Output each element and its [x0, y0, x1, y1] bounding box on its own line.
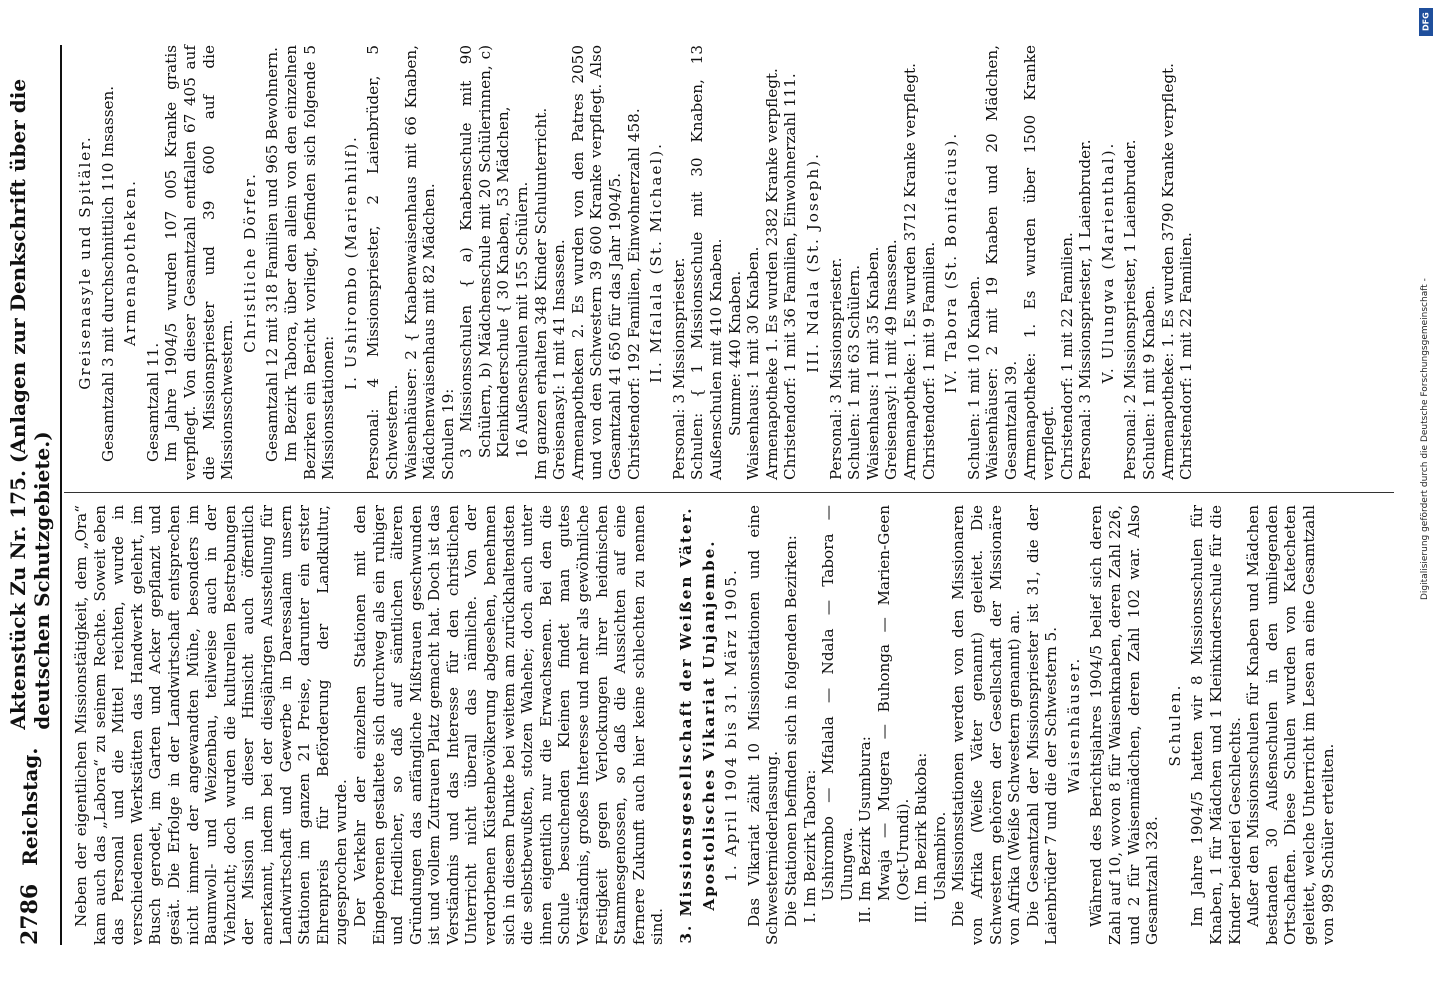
right-column: [72, 45, 1196, 480]
column-divider: [64, 492, 1394, 493]
entry-line: Personal: 3 Missionspriester.: [826, 257, 845, 480]
entry-line: Christendorf: 192 Familien, Einwohnerzahl 458.: [624, 108, 643, 480]
digitization-credit: Digitalisierung gefördert durch die Deutsche Forschungsgemeinschaft -: [1420, 278, 1430, 600]
paragraph: Gesamtzahl 11.: [143, 342, 162, 462]
paragraph: Der Verkehr der einzelnen Stationen mit den Eingeborenen gestaltete sich durchweg als ein ruhiger und friedlicher, so daß auf sämtlichen älteren Gründungen das anfängliche Mißtrauen geschwunden ist und vollem Zutrauen Platz gemacht hat. Doch ist das Verständnis und das Interesse für den christlichen Unterricht nicht überall das nämliche. Von der verdorbenen Küstenbevölkerung abgesehen, benehmen sich in diesem Punkte bei weitem am zurückhaltendsten die selbstbewußten, stolzen Wahehe; doch auch unter ihnen eigentlich nur die Erwachsenen. Bei den die Schule besuchenden Kleinen findet man gutes Verständnis, großes Interesse und mehr als gewöhnliche Festigkeit gegen Verlockungen ihrer heidnischen Stammesgenossen, so daß die Aussichten auf eine fernere Zukunft auch hier keine schlechten zu nennen sind.: [350, 505, 667, 945]
entry-line: Armenapotheke: 1. Es wurden über 1500 Kranke verpflegt.: [1020, 45, 1058, 480]
subsection-heading: V. Ulungwa (Marienthal).: [1098, 141, 1117, 384]
section-subheading: Apostolisches Vikariat Unjanjembe.: [699, 539, 718, 911]
entry-line: Armenapotheke: 1. Es wurden 3790 Kranke verpflegt.: [1158, 63, 1177, 480]
paragraph: Die Missionsstationen werden von den Missionaren von Afrika (Weiße Väter genannt) geleitet. Die Schwestern gehören der Gesellschaft der Missionäre von Afrika (Weiße Schwestern genannt) an.: [949, 505, 1024, 945]
entry-line: 16 Außenschulen mit 155 Schülern.: [513, 181, 532, 458]
entry-line: Schulen: { 1 Missionsschule mit 30 Knaben, 13 Außenschulen mit 410 Knaben.: [688, 45, 725, 480]
entry-line: Waisenhaus: 1 mit 35 Knaben.: [863, 246, 882, 480]
paragraph: Gesamtzahl 3 mit durchschnittlich 110 Insassen.: [98, 85, 117, 462]
section-heading: 3. Missionsgesellschaft der Weißen Väter.: [677, 506, 695, 944]
paragraph: Im Jahre 1904/5 wurden 107 005 Kranke gratis verpflegt. Von dieser Gesamtzahl entfallen 67 405 auf die Missionspriester und 39 600 auf die Missionsschwestern.: [162, 45, 237, 480]
entry-line: Greisenasyl: 1 mit 49 Insassen.: [882, 239, 901, 480]
district-heading: III. Im Bezirk Bukoba:: [912, 752, 931, 923]
entry-line: Summe: 440 Knaben.: [725, 270, 744, 436]
subsection-heading: I. Ushirombo (Marienhilf).: [341, 135, 360, 390]
dfg-logo: DFG: [1419, 8, 1433, 36]
paragraph: Neben der eigentlichen Missionstätigkeit, dem „Ora“ kam auch das „Labora“ zu seinem Rechte. Soweit eben das Personal und die Mittel reichten, wurde in verschiedenen Werkstätten das Handwerk gelehrt, im Busch gerodet, im Garten und Acker gepflanzt und gesät. Die Erfolge in der Landwirtschaft entsprechen nicht immer der angewandten Mühe, besonders im Baumwoll- und Weizenbau, teilweise auch in der Viehzucht; doch wurden die kulturellen Bestrebungen der Mission in dieser Hinsicht auch öffentlich anerkannt, indem bei der diesjährigen Ausstellung für Landwirtschaft und Gewerbe in Daressalam unsern Stationen im ganzen 21 Preise, darunter ein erster Ehrenpreis für Beförderung der Landkultur, zugesprochen wurde.: [72, 505, 351, 945]
section-dates: 1. April 1904 bis 31. März 1905.: [722, 568, 741, 882]
left-column: [72, 505, 1337, 945]
paragraph: Das Vikariat zählt 10 Missionsstationen und eine Schwesterniederlassung.: [744, 505, 782, 945]
document-title: Aktenstück Zu Nr. 175. (Anlagen zur Denkschrift über die deutschen Schutzgebiete.): [6, 78, 54, 730]
district-heading: II. Im Bezirk Usumbura:: [856, 736, 875, 923]
subsection-heading: Waisenhäuser.: [1064, 656, 1083, 794]
entry-line: Personal: 3 Missionspriester, 1 Laienbruder.: [1076, 139, 1095, 480]
entry-line: Waisenhäuser: 2 { Knabenwaisenhaus mit 66 Knaben, Mädchenwaisenhaus mit 82 Mädchen.: [401, 45, 439, 480]
district-stations: Ushambiro.: [930, 811, 949, 901]
subsection-heading: Armenapotheken.: [121, 179, 140, 346]
subsection-heading: III. Ndala (St. Joseph).: [803, 152, 822, 373]
entry-line: Schulen: 1 mit 10 Knaben.: [964, 275, 983, 480]
entry-line: Waisenhäuser: 2 mit 19 Knaben und 20 Mädchen, Gesamtzahl 39.: [983, 45, 1020, 480]
district-heading: I. Im Bezirk Tabora:: [800, 769, 819, 923]
entry-line: Waisenhaus: 1 mit 30 Knaben.: [744, 246, 763, 480]
paragraph: Gesamtzahl 12 mit 318 Familien und 965 Bewohnern.: [263, 47, 282, 462]
entry-line: Christendorf: 1 mit 22 Familien.: [1177, 232, 1196, 480]
paragraph: Außer den Missionsschulen für Knaben und Mädchen bestanden 30 Außenschulen in den umliegenden Ortschaften. Diese Schulen wurden von Katecheten geleitet, welche Unterricht im Lesen an eine Gesamtzahl von 989 Schüler erteilten.: [1244, 505, 1337, 945]
entry-line: Personal: 4 Missionspriester, 2 Laienbrüder, 5 Schwestern.: [364, 45, 401, 480]
paragraph: Im Jahre 1904/5 hatten wir 8 Missionsschulen für Knaben, 1 für Mädchen und 1 Kleinkinderschule für die Kinder beiderlei Geschlechts.: [1188, 505, 1244, 945]
entry-line: Armenapotheke 1. Es wurden 2382 Kranke verpflegt.: [762, 68, 781, 480]
page-header: [0, 45, 60, 945]
entry-line: Im ganzen erhalten 348 Kinder Schulunterricht.: [531, 107, 550, 480]
district-stations: Ushirombo — Mfalala — Ndala — Tabora — Ulungwa.: [819, 505, 856, 901]
entry-line: Christendorf: 1 mit 9 Familien.: [919, 241, 938, 480]
subsection-heading: Schulen.: [1165, 683, 1184, 767]
entry-line: Armenapotheken 2. Es wurden von den Patres 2050 und von den Schwestern 39 600 Kranke verpflegt. Also Gesamtzahl 41 650 für das Jahr 1904/5.: [568, 45, 625, 480]
subsection-heading: Greisenasyle und Spitäler.: [76, 135, 94, 390]
entry-line: Schulen 19:: [438, 388, 457, 480]
header-rule: [60, 45, 62, 945]
paragraph: Im Bezirk Tabora, über den allein von den einzelnen Bezirken ein Bericht vorliegt, befinden sich folgende 5 Missionsstationen:: [281, 45, 338, 480]
entry-line: Christendorf: 1 mit 22 Familien.: [1057, 232, 1076, 480]
entry-line: Schulen: 1 mit 63 Schülern.: [845, 264, 864, 480]
paragraph: Die Stationen befinden sich in folgenden Bezirken:: [781, 535, 800, 927]
subsection-heading: Christliche Dörfer.: [240, 172, 259, 353]
house-name: Reichstag.: [18, 747, 42, 866]
paragraph: Während des Berichtsjahres 1904/5 belief sich deren Zahl auf 10, wovon 8 für Waisenknaben, deren Zahl 226, und 2 für Waisenmädchen, deren Zahl 102 war. Also Gesamtzahl 328.: [1087, 505, 1162, 945]
entry-line: Greisenasyl: 1 mit 41 Insassen.: [550, 239, 569, 480]
entry-line: 3 Missionsschulen { a) Knabenschule mit 90 Schülern, b) Mädchenschule mit 20 Schülerinnen, c) Kleinkinderschule { 30 Knaben, 53 Mädchen,: [457, 45, 513, 458]
subsection-heading: IV. Tabora (St. Bonifacius).: [942, 131, 961, 394]
subsection-heading: II. Mfalala (St. Michael).: [647, 142, 666, 383]
entry-line: Armenapotheke: 1. Es wurden 3712 Kranke verpflegt.: [900, 63, 919, 480]
entry-line: Personal: 2 Missionspriester, 1 Laienbruder.: [1121, 139, 1140, 480]
entry-line: Personal: 3 Missionspriester.: [669, 257, 688, 480]
entry-line: Christendorf: 1 mit 36 Familien, Einwohnerzahl 111.: [781, 73, 800, 480]
paragraph: Die Gesamtzahl der Missionspriester ist 31, die der Laienbrüder 7 und die der Schwestern 5.: [1023, 505, 1061, 945]
district-stations: Mwaja — Mugera — Buhonga — Marien-Geen (Ost-Urundi).: [874, 505, 912, 901]
page-number: 2786: [17, 883, 43, 945]
entry-line: Schulen: 1 mit 9 Knaben.: [1140, 285, 1159, 480]
